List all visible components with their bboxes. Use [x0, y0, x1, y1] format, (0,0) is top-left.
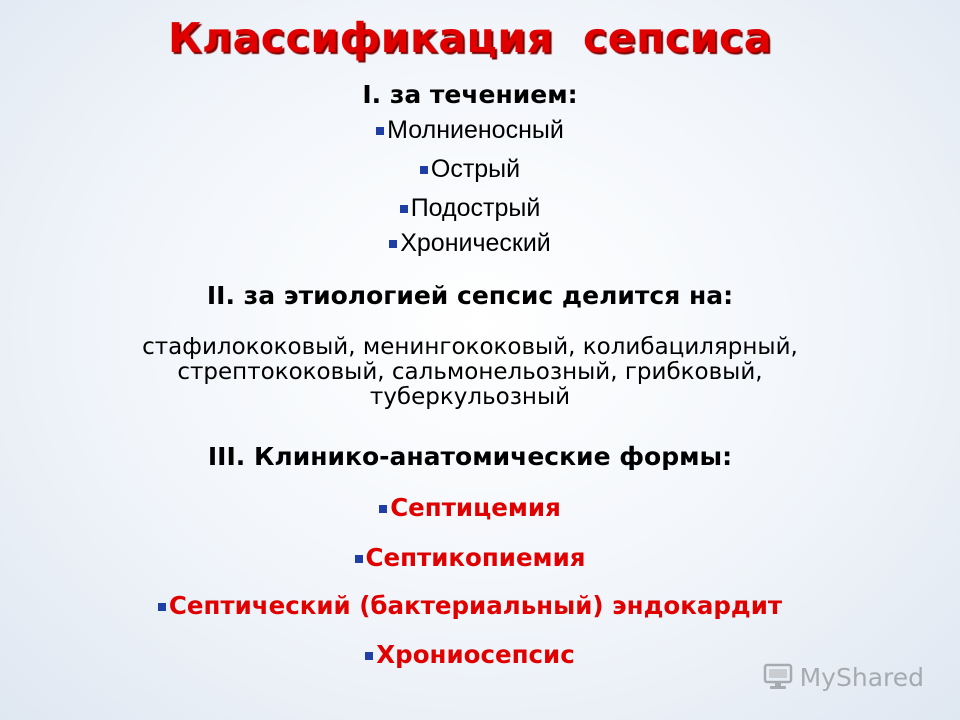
section-2-heading: II. за этиологией сепсис делится на:	[206, 281, 734, 310]
bullet-icon	[365, 652, 373, 660]
bullet-icon	[389, 240, 397, 248]
course-item-label: Молниеносный	[387, 116, 564, 144]
form-item-label: Септический (бактериальный) эндокардит	[168, 591, 783, 620]
slide-title: Классификация сепсиса	[168, 14, 772, 62]
etiology-line: стафилококовый, менингококовый, колибацилярный,	[142, 334, 798, 360]
form-item	[0, 543, 940, 572]
course-item	[0, 116, 940, 145]
course-item	[0, 194, 940, 223]
bullet-icon	[158, 603, 166, 611]
bullet-icon	[420, 166, 428, 174]
course-item	[0, 155, 940, 184]
course-item-label: Хронический	[400, 229, 551, 257]
bullet-icon	[400, 205, 408, 213]
course-item-label: Подострый	[410, 194, 541, 222]
form-item	[0, 591, 940, 620]
computer-icon	[762, 662, 796, 692]
course-item	[0, 229, 940, 258]
watermark-text: MyShared	[799, 662, 924, 692]
bullet-icon	[379, 505, 387, 513]
bullet-icon	[355, 555, 363, 563]
form-item-label: Септицемия	[390, 493, 561, 522]
course-item-label: Острый	[430, 155, 521, 183]
form-item-label: Хрониосепсис	[376, 640, 575, 669]
etiology-line: стрептококовый, сальмонельозный, грибковый,	[177, 359, 763, 385]
section-1-heading: I. за течением:	[362, 80, 578, 109]
form-item-label: Септикопиемия	[365, 543, 586, 572]
etiology-line: туберкульозный	[369, 384, 571, 410]
watermark	[762, 662, 924, 692]
bullet-icon	[376, 127, 384, 135]
form-item	[0, 493, 940, 522]
section-3-heading: III. Клинико-анатомические формы:	[207, 442, 733, 471]
